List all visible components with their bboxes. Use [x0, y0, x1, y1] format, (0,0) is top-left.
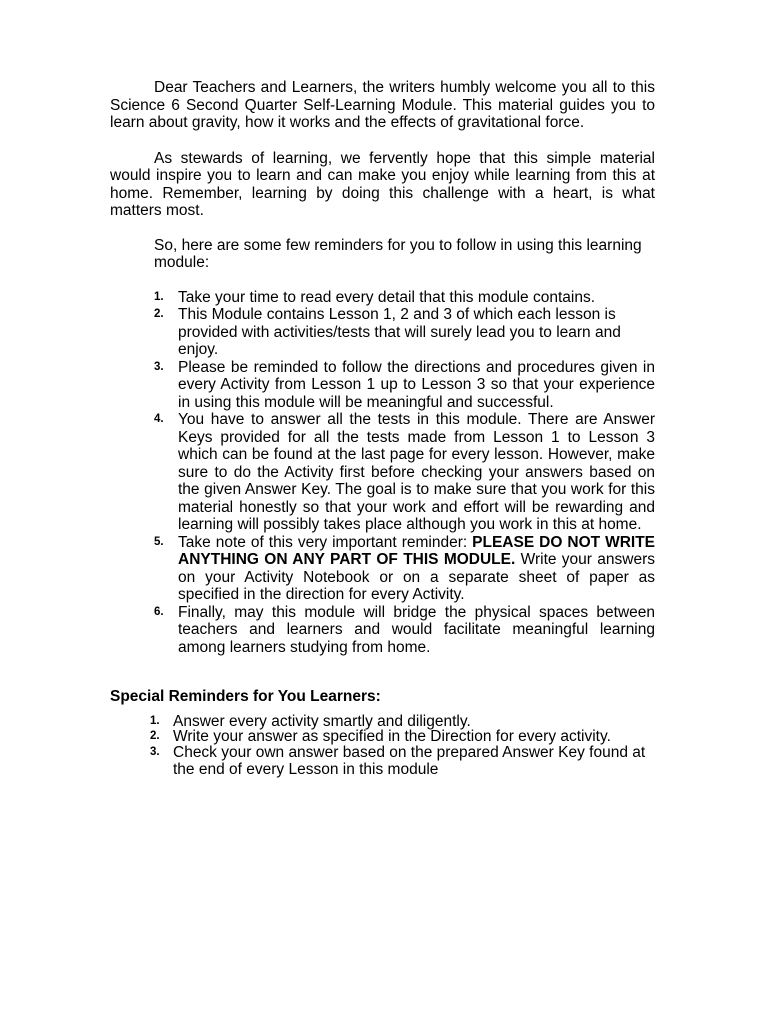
list-item-text: Take your time to read every detail that this module contains.	[178, 288, 595, 306]
list-number: 1.	[150, 714, 160, 727]
welcome-paragraph: Dear Teachers and Learners, the writers humbly welcome you all to this Science 6 Second Quarter Self-Learning Module. This material guides you to learn about gravity, how it works and the effects of gravitational force.	[110, 79, 655, 131]
list-item	[110, 289, 655, 307]
list-item	[110, 729, 655, 744]
list-number: 2.	[154, 308, 164, 320]
list-item	[110, 604, 655, 657]
list-item-text: Finally, may this module will bridge the physical spaces between teachers and learners and would facilitate meaningful learning among learners studying from home.	[178, 603, 655, 656]
list-item-text: Please be reminded to follow the directions and procedures given in every Activity from Lesson 1 up to Lesson 3 so that your experience in using this module will be meaningful and successful.	[178, 358, 655, 411]
list-number: 2.	[150, 729, 160, 742]
list-number: 3.	[154, 360, 164, 373]
list-number: 5.	[154, 535, 164, 548]
list-item-text: Write your answer as specified in the Direction for every activity.	[173, 727, 611, 745]
list-item-text: This Module contains Lesson 1, 2 and 3 of which each lesson is provided with activities/tests that will surely lead you to learn and enjoy.	[178, 306, 621, 358]
reminders-list	[110, 289, 655, 657]
reminders-intro: So, here are some few reminders for you to follow in using this learning module:	[154, 236, 642, 271]
list-item	[110, 744, 655, 779]
special-reminders-heading: Special Reminders for You Learners:	[110, 688, 381, 705]
list-item-text: You have to answer all the tests in this module. There are Answer Keys provided for all the tests made from Lesson 1 to Lesson 3 which can be found at the last page for every lesson. However, make sure to do the Activity first before checking your answers based on the given Answer Key. The goal is to make sure that you work for this material honestly so that your work and effort will be rewarding and learning will possibly takes place although you work in this at home.	[178, 411, 655, 533]
list-number: 4.	[154, 413, 164, 425]
list-item	[110, 306, 655, 359]
list-item	[110, 534, 655, 604]
list-number: 3.	[150, 745, 160, 758]
list-item-text: Answer every activity smartly and diligently.	[173, 712, 471, 730]
list-item	[110, 411, 655, 534]
list-item	[110, 359, 655, 412]
list-number: 6.	[154, 605, 164, 618]
list-number: 1.	[154, 290, 164, 303]
list-item-text: Write your answers on your Activity Notebook or on a separate sheet of paper as specified in the direction for every Activity.	[178, 551, 655, 603]
stewards-paragraph: As stewards of learning, we fervently hope that this simple material would inspire you to learn and can make you enjoy while learning from this at home. Remember, learning by doing this challenge with a heart, is what matters most.	[110, 149, 655, 219]
important-warning: PLEASE DO NOT WRITE ANYTHING ON ANY PART OF THIS MODULE.	[178, 533, 656, 568]
special-reminders-list	[110, 714, 655, 779]
list-item	[110, 714, 655, 729]
list-item-text: Check your own answer based on the prepared Answer Key found at the end of every Lesson in this module	[173, 743, 646, 778]
module-page	[110, 79, 655, 779]
list-item-text: Take note of this very important reminder:	[178, 533, 473, 551]
